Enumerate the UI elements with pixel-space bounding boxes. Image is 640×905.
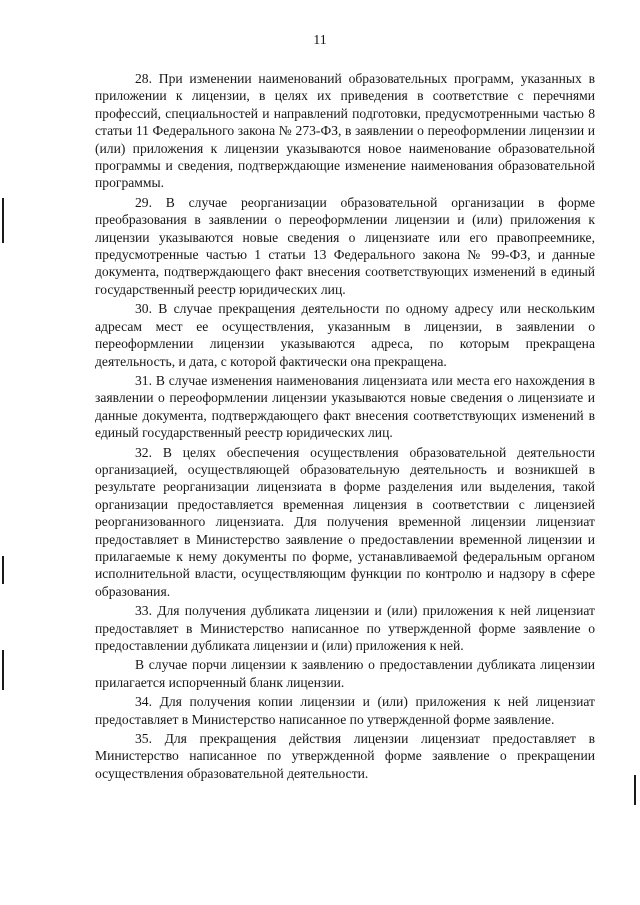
scan-edge-mark-middle (2, 556, 4, 584)
scan-edge-mark-lower (2, 650, 4, 690)
scan-edge-mark-top (2, 198, 4, 243)
paragraph-34: 34. Для получения копии лицензии и (или) приложения к ней лицензиат предоставляет в Министерство написанное по утвержденной форме заявление. (95, 694, 595, 727)
paragraph-35: 35. Для прекращения действия лицензии лицензиат предоставляет в Министерство написанное по утвержденной форме заявление о прекращении осуществления образовательной деятельности. (95, 731, 595, 781)
paragraph-29: 29. В случае реорганизации образовательной организации в форме преобразования в заявлении о переоформлении лицензии и (или) приложения к лицензии указываются новые сведения о лицензиате или его правопреемнике, предусмотренные частью 1 статьи 13 Федерального закона № 99-ФЗ, и данные документа, подтверждающего факт внесения соответствующих изменений в единый государственный реестр юридических лиц. (95, 194, 595, 297)
paragraph-30: 30. В случае прекращения деятельности по одному адресу или нескольким адресам мест ее осуществления, указанным в лицензии, в заявлении о переоформлении лицензии указываются адреса, по которым прекращена деятельность, и дата, с которой фактически она прекращена. (95, 301, 595, 369)
page-number: 11 (313, 33, 327, 48)
paragraph-33-continuation: В случае порчи лицензии к заявлению о предоставлении дубликата лицензии прилагается испорченный бланк лицензии. (95, 657, 595, 690)
paragraph-33: 33. Для получения дубликата лицензии и (или) приложения к ней лицензиат предоставляет в Министерство написанное по утвержденной форме заявление о предоставлении дубликата лицензии и (или) приложения к ней. (95, 603, 595, 653)
paragraph-31: 31. В случае изменения наименования лицензиата или места его нахождения в заявлении о переоформлении лицензии указываются новые сведения о лицензиате и данные документа, подтверждающего факт внесения соответствующих изменений в единый государственный реестр юридических лиц. (95, 372, 595, 441)
document-body (95, 70, 595, 782)
paragraph-28: 28. При изменении наименований образовательных программ, указанных в приложении к лицензии, в целях их приведения в соответствие с перечнями профессий, специальностей и направлений подготовки, предусмотренными частью 8 статьи 11 Федерального закона № 273-ФЗ, в заявлении о переоформлении лицензии и (или) приложения к лицензии указываются новое наименование образовательной программы и сведения, подтверждающие изменение наименования образовательной программы. (95, 71, 595, 191)
paragraph-32: 32. В целях обеспечения осуществления образовательной деятельности организацией, осуществляющей образовательную деятельность и возникшей в результате реорганизации лицензиата в форме разделения или выделения, такой организации предоставляется временная лицензия в соответствии с лицензией реорганизованного лицензиата. Для получения временной лицензии лицензиат предоставляет в Министерство заявление о предоставлении временной лицензии и прилагаемые к нему документы по форме, устанавливаемой федеральным органом исполнительной власти, осуществляющим функции по контролю и надзору в сфере образования. (95, 444, 595, 599)
scan-edge-mark-right (634, 775, 636, 805)
